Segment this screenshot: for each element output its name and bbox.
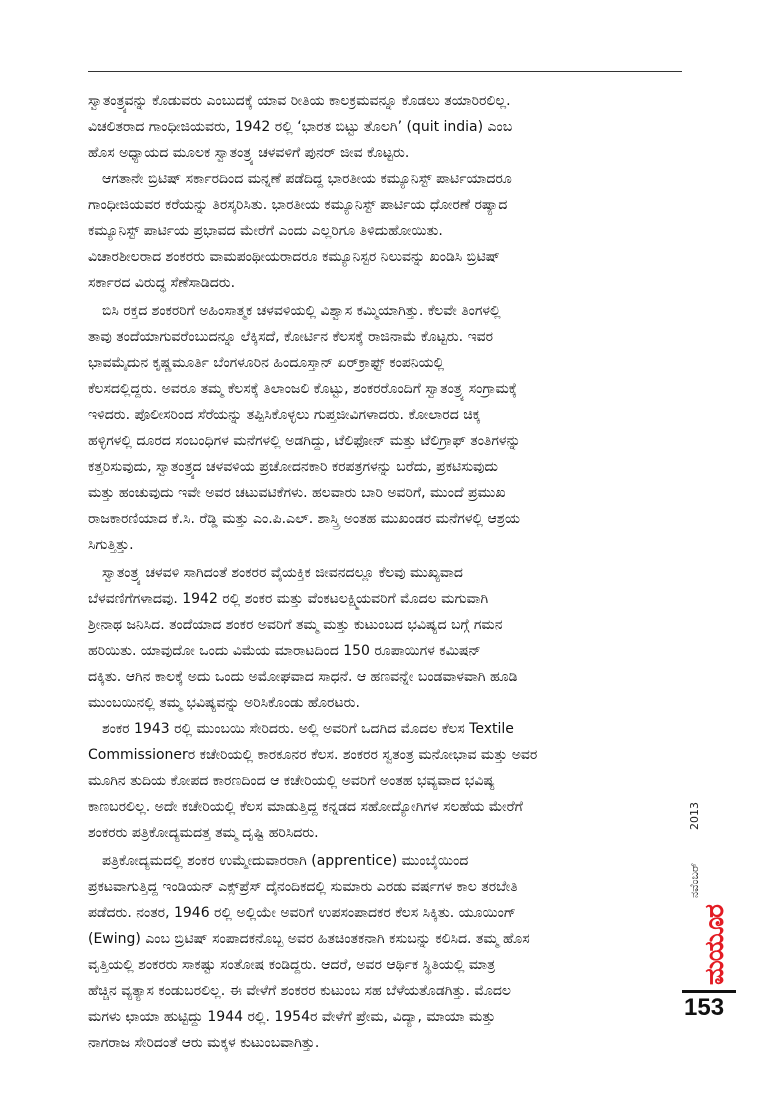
text-line: ನಾಗರಾಜ ಸೇರಿದಂತೆ ಆರು ಮಕ್ಕಳ ಕುಟುಂಬವಾಗಿತ್ತು. xyxy=(88,1035,320,1051)
text-line: ಕತ್ತರಿಸುವುದು, ಸ್ವಾತಂತ್ರ್ಯದ ಚಳವಳಿಯ ಪ್ರಚೋದನಕಾರಿ ಕರಪತ್ರಗಳನ್ನು ಬರೆದು, ಪ್ರಕಟಿಸುವುದು xyxy=(88,459,498,475)
page-number: 153 xyxy=(684,994,725,1021)
text-line: ಪತ್ರಿಕೋದ್ಯಮದಲ್ಲಿ ಶಂಕರ ಉಮ್ಮೇದುವಾರರಾಗಿ (apprentice) ಮುಂಬೈಯಿಂದ xyxy=(102,853,469,869)
text-line: ಪ್ರಕಟವಾಗುತ್ತಿದ್ದ ಇಂಡಿಯನ್ ಎಕ್ಸ್‌ಪ್ರೆಸ್ ದೈನಂದಿಕದಲ್ಲಿ ಸುಮಾರು ಎರಡು ವರ್ಷಗಳ ಕಾಲ ತರಬೇತಿ xyxy=(88,879,518,895)
text-line: ವಿಚಲಿತರಾದ ಗಾಂಧೀಜಿಯವರು, 1942 ರಲ್ಲಿ ‘ಭಾರತ ಬಿಟ್ಟು ತೊಲಗಿ’ (quit india) ಎಂಬ xyxy=(88,119,513,135)
text-line: ಹರಿಯಿತು. ಯಾವುದೋ ಒಂದು ವಿಮೆಯ ಮಾರಾಟದಿಂದ 150 ರೂಪಾಯಿಗಳ ಕಮಿಷನ್ xyxy=(88,643,481,659)
text-line: ಹಳ್ಳಿಗಳಲ್ಲಿ ದೂರದ ಸಂಬಂಧಿಗಳ ಮನೆಗಳಲ್ಲಿ ಅಡಗಿದ್ದು, ಟೆಲಿಫೋನ್ ಮತ್ತು ಟೆಲಿಗ್ರಾಫ್ ತಂತಿಗಳನ್ನು xyxy=(88,433,521,449)
text-line: ಆಗತಾನೇ ಬ್ರಿಟಿಷ್ ಸರ್ಕಾರದಿಂದ ಮನ್ನಣೆ ಪಡೆದಿದ್ದ ಭಾರತೀಯ ಕಮ್ಯೂನಿಸ್ಟ್ ಪಾರ್ಟಿಯಾದರೂ xyxy=(102,171,512,187)
footer-rule xyxy=(682,990,736,993)
text-line: ಭಾವಮೈದುನ ಕೃಷ್ಣಮೂರ್ತಿ ಬೆಂಗಳೂರಿನ ಹಿಂದೂಸ್ತಾನ್ ಏರ್‌ಕ್ರಾಫ್ಟ್ ಕಂಪನಿಯಲ್ಲಿ xyxy=(88,355,445,371)
text-line: ಮುಂಬಯಿನಲ್ಲಿ ತಮ್ಮ ಭವಿಷ್ಯವನ್ನು ಅರಿಸಿಕೊಂಡು ಹೊರಟರು. xyxy=(88,695,360,711)
text-line: ವಿಚಾರಶೀಲರಾದ ಶಂಕರರು ವಾಮಪಂಥೀಯರಾದರೂ ಕಮ್ಯೂನಿಸ್ಟರ ನಿಲುವನ್ನು ಖಂಡಿಸಿ ಬ್ರಿಟಿಷ್ xyxy=(88,249,500,265)
text-line: ಗಾಂಧೀಜಿಯವರ ಕರೆಯನ್ನು ತಿರಸ್ಕರಿಸಿತು. ಭಾರತೀಯ ಕಮ್ಯೂನಿಸ್ಟ್ ಪಾರ್ಟಿಯ ಧೋರಣೆ ರಷ್ಯಾದ xyxy=(88,197,508,213)
text-line: ಹೆಚ್ಚಿನ ವ್ಯತ್ಯಾಸ ಕಂಡುಬರಲಿಲ್ಲ. ಈ ವೇಳೆಗೆ ಶಂಕರರ ಕುಟುಂಬ ಸಹ ಬೆಳೆಯತೊಡಗಿತ್ತು. ಮೊದಲ xyxy=(88,983,512,999)
issue-year: 2013 xyxy=(688,802,701,830)
text-line: ಹೊಸ ಅಧ್ಯಾಯದ ಮೂಲಕ ಸ್ವಾತಂತ್ರ್ಯ ಚಳವಳಿಗೆ ಪುನರ್ ಜೀವ ಕೊಟ್ಟರು. xyxy=(88,145,410,161)
text-line: ಶಂಕರ 1943 ರಲ್ಲಿ ಮುಂಬಯಿ ಸೇರಿದರು. ಅಲ್ಲಿ ಅವರಿಗೆ ಒದಗಿದ ಮೊದಲ ಕೆಲಸ Textile xyxy=(102,721,514,737)
text-line: Commissionerರ ಕಚೇರಿಯಲ್ಲಿ ಕಾರಕೂನರ ಕೆಲಸ. ಶಂಕರರ ಸ್ವತಂತ್ರ ಮನೋಭಾವ ಮತ್ತು ಅವರ xyxy=(88,747,538,763)
text-line: (Ewing) ಎಂಬ ಬ್ರಿಟಿಷ್ ಸಂಪಾದಕನೊಬ್ಬ ಅವರ ಹಿತಚಿಂತಕನಾಗಿ ಕಸುಬನ್ನು ಕಲಿಸಿದ. ತಮ್ಮ ಹೊಸ xyxy=(88,931,530,947)
text-line: ಮೂಗಿನ ತುದಿಯ ಕೋಪದ ಕಾರಣದಿಂದ ಆ ಕಚೇರಿಯಲ್ಲಿ ಅವರಿಗೆ ಅಂತಹ ಭವ್ಯವಾದ ಭವಿಷ್ಯ xyxy=(88,773,495,789)
text-line: ಸಿಗುತ್ತಿತ್ತು. xyxy=(88,537,134,553)
text-line: ಶ್ರೀನಾಥ ಜನಿಸಿದ. ತಂದೆಯಾದ ಶಂಕರ ಅವರಿಗೆ ತಮ್ಮ ಮತ್ತು ಕುಟುಂಬದ ಭವಿಷ್ಯದ ಬಗ್ಗೆ ಗಮನ xyxy=(88,617,503,633)
text-line: ಸ್ವಾತಂತ್ರ್ಯವನ್ನು ಕೊಡುವರು ಎಂಬುದಕ್ಕೆ ಯಾವ ರೀತಿಯ ಕಾಲಕ್ರಮವನ್ನೂ ಕೊಡಲು ತಯಾರಿರಲಿಲ್ಲ. xyxy=(88,93,511,109)
text-line: ಇಳಿದರು. ಪೊಲೀಸರಿಂದ ಸೆರೆಯನ್ನು ತಪ್ಪಿಸಿಕೊಳ್ಳಲು ಗುಪ್ತಜೀವಿಗಳಾದರು. ಕೋಲಾರದ ಚಿಕ್ಕ xyxy=(88,407,481,423)
text-line: ದಕ್ಕಿತು. ಆಗಿನ ಕಾಲಕ್ಕೆ ಅದು ಒಂದು ಅಮೋಘವಾದ ಸಾಧನೆ. ಆ ಹಣವನ್ನೇ ಬಂಡವಾಳವಾಗಿ ಹೂಡಿ xyxy=(88,669,518,685)
text-line: ಬಿಸಿ ರಕ್ತದ ಶಂಕರರಿಗೆ ಅಹಿಂಸಾತ್ಮಕ ಚಳವಳಿಯಲ್ಲಿ ವಿಶ್ವಾಸ ಕಮ್ಮಿಯಾಗಿತ್ತು. ಕೆಲವೇ ತಿಂಗಳಲ್ಲಿ xyxy=(102,303,501,319)
text-line: ರಾಜಕಾರಣಿಯಾದ ಕೆ.ಸಿ. ರೆಡ್ಡಿ ಮತ್ತು ಎಂ.ಪಿ.ಎಲ್. ಶಾಸ್ತ್ರಿ ಅಂತಹ ಮುಖಂಡರ ಮನೆಗಳಲ್ಲಿ ಆಶ್ರಯ xyxy=(88,511,520,527)
text-line: ಪಡೆದರು. ನಂತರ, 1946 ರಲ್ಲಿ ಅಲ್ಲಿಯೇ ಅವರಿಗೆ ಉಪಸಂಪಾದಕರ ಕೆಲಸ ಸಿಕ್ಕಿತು. ಯೂಯಿಂಗ್ xyxy=(88,905,516,921)
text-line: ಕೆಲಸದಲ್ಲಿದ್ದರು. ಅವರೂ ತಮ್ಮ ಕೆಲಸಕ್ಕೆ ತಿಲಾಂಜಲಿ ಕೊಟ್ಟು, ಶಂಕರರೊಂದಿಗೆ ಸ್ವಾತಂತ್ರ್ಯ ಸಂಗ್ರಾಮಕ್ಕೆ xyxy=(88,381,517,397)
text-line: ತಾವು ತಂದೆಯಾಗುವರೆಂಬುದನ್ನೂ ಲೆಕ್ಕಿಸದೆ, ಕೋರ್ಟಿನ ಕೆಲಸಕ್ಕೆ ರಾಜಿನಾಮೆ ಕೊಟ್ಟರು. ಇವರ xyxy=(88,329,494,345)
magazine-logo: ಮಯೂರ xyxy=(700,905,730,985)
text-line: ಮಗಳು ಛಾಯಾ ಹುಟ್ಟಿದ್ದು 1944 ರಲ್ಲಿ. 1954ರ ವೇಳೆಗೆ ಪ್ರೇಮ, ವಿದ್ಯಾ, ಮಾಯಾ ಮತ್ತು xyxy=(88,1009,496,1025)
text-line: ಸರ್ಕಾರದ ವಿರುದ್ಧ ಸೆಣೆಸಾಡಿದರು. xyxy=(88,275,236,291)
text-line: ಕಮ್ಯೂನಿಸ್ಟ್ ಪಾರ್ಟಿಯ ಪ್ರಭಾವದ ಮೇರೆಗೆ ಎಂದು ಎಲ್ಲರಿಗೂ ತಿಳಿದುಹೋಯಿತು. xyxy=(88,223,443,239)
text-line: ಬೆಳವಣಿಗೆಗಳಾದವು. 1942 ರಲ್ಲಿ ಶಂಕರ ಮತ್ತು ವೆಂಕಟಲಕ್ಷ್ಮಿಯವರಿಗೆ ಮೊದಲ ಮಗುವಾಗಿ xyxy=(88,591,489,607)
text-line: ಶಂಕರರು ಪತ್ರಿಕೋದ್ಯಮದತ್ತ ತಮ್ಮ ದೃಷ್ಟಿ ಹರಿಸಿದರು. xyxy=(88,825,319,841)
text-line: ಸ್ವಾತಂತ್ರ್ಯ ಚಳವಳಿ ಸಾಗಿದಂತೆ ಶಂಕರರ ವೈಯಕ್ತಿಕ ಜೀವನದಲ್ಲೂ ಕೆಲವು ಮುಖ್ಯವಾದ xyxy=(102,565,463,581)
header-rule xyxy=(88,71,682,72)
text-line: ಕಾಣಬರಲಿಲ್ಲ. ಅದೇ ಕಚೇರಿಯಲ್ಲಿ ಕೆಲಸ ಮಾಡುತ್ತಿದ್ದ ಕನ್ನಡದ ಸಹೋದ್ಯೋಗಿಗಳ ಸಲಹೆಯ ಮೇರೆಗೆ xyxy=(88,799,523,815)
text-line: ವೃತ್ತಿಯಲ್ಲಿ ಶಂಕರರು ಸಾಕಷ್ಟು ಸಂತೋಷ ಕಂಡಿದ್ದರು. ಆದರೆ, ಅವರ ಆರ್ಥಿಕ ಸ್ಥಿತಿಯಲ್ಲಿ ಮಾತ್ರ xyxy=(88,957,496,973)
issue-month: ನವೆಂಬರ್ xyxy=(688,862,701,898)
text-line: ಮತ್ತು ಹಂಚುವುದು ಇವೇ ಅವರ ಚಟುವಟಿಕೆಗಳು. ಹಲವಾರು ಬಾರಿ ಅವರಿಗೆ, ಮುಂದೆ ಪ್ರಮುಖ xyxy=(88,485,506,501)
